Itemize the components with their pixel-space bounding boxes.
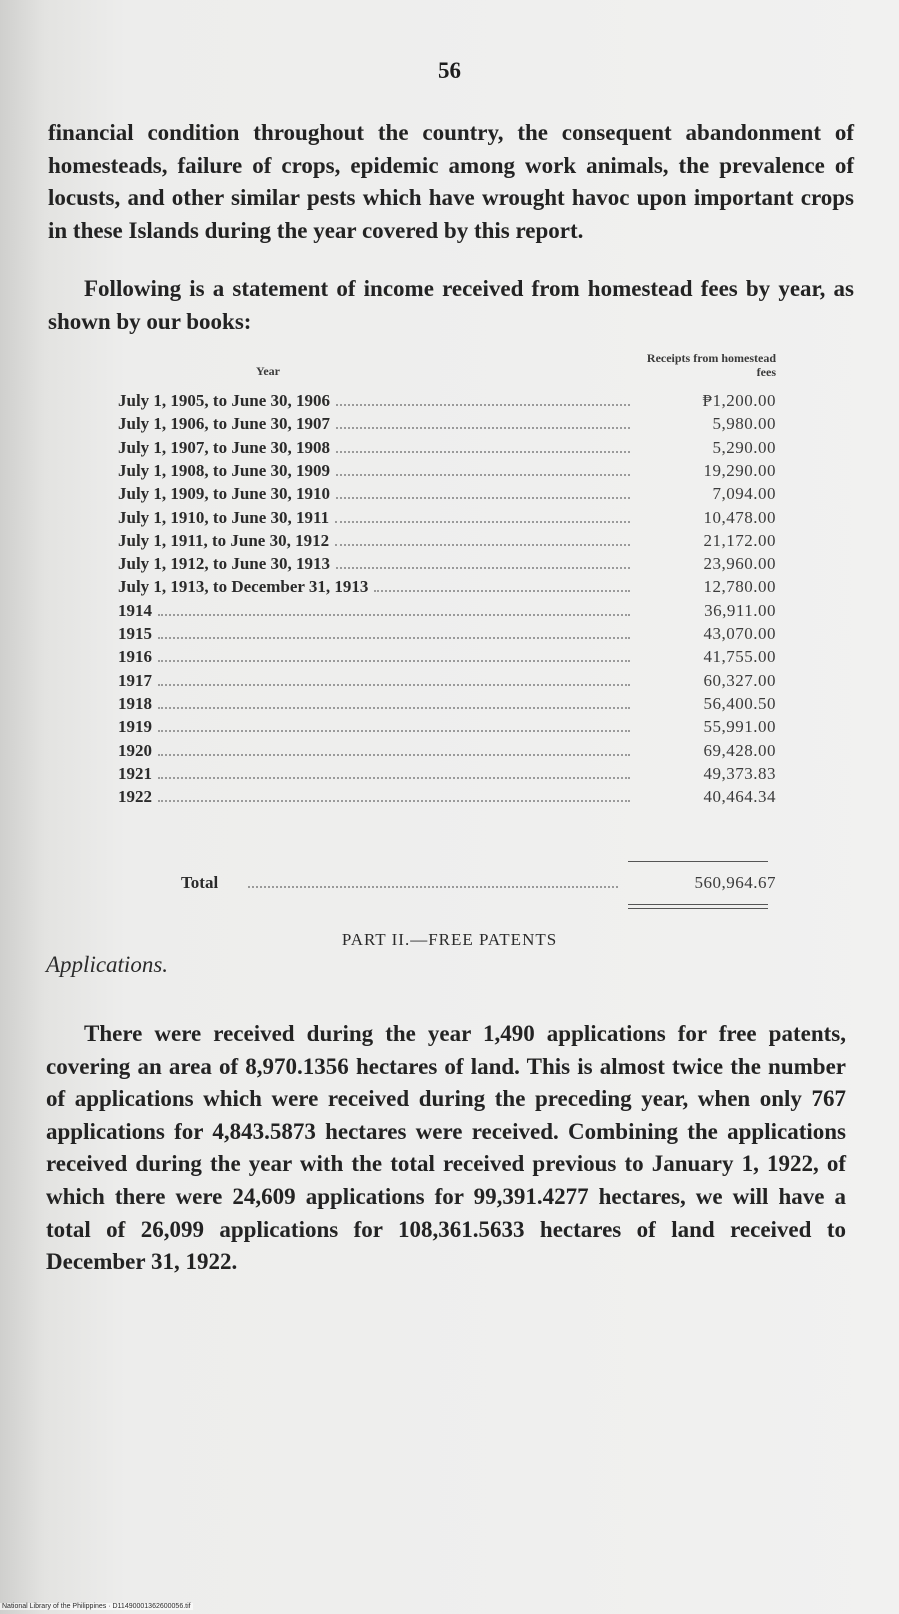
row-label: 1917 bbox=[118, 670, 152, 690]
leader-dots bbox=[374, 590, 630, 592]
row-label: July 1, 1907, to June 30, 1908 bbox=[118, 437, 331, 457]
table-row bbox=[0, 764, 899, 788]
total-amount: 560,964.67 bbox=[694, 873, 776, 892]
row-amount: 41,755.00 bbox=[703, 647, 776, 667]
leader-dots bbox=[158, 684, 630, 686]
table-row bbox=[0, 601, 899, 625]
table-row bbox=[0, 554, 899, 578]
leader-dots bbox=[158, 800, 630, 802]
row-label: 1915 bbox=[118, 624, 152, 643]
row-amount: 43,070.00 bbox=[703, 624, 776, 643]
table-row bbox=[0, 717, 899, 741]
row-label: July 1, 1906, to June 30, 1907 bbox=[118, 414, 331, 434]
leader-dots bbox=[336, 567, 630, 569]
table-row bbox=[0, 647, 899, 671]
leader-dots bbox=[158, 660, 630, 662]
leader-dots bbox=[336, 497, 630, 499]
total-rule-top bbox=[628, 861, 768, 862]
table-row bbox=[0, 694, 899, 718]
row-amount: 23,960.00 bbox=[703, 554, 776, 574]
table-row bbox=[0, 624, 899, 648]
column-header-year: Year bbox=[256, 364, 280, 378]
table-row bbox=[0, 438, 899, 462]
table-row bbox=[0, 671, 899, 695]
total-label: Total bbox=[181, 873, 219, 892]
table-row bbox=[0, 508, 899, 532]
row-amount: 12,780.00 bbox=[703, 577, 776, 597]
row-amount: 21,172.00 bbox=[703, 530, 776, 550]
row-amount: 40,464.34 bbox=[703, 787, 776, 807]
row-amount: 60,327.00 bbox=[703, 670, 776, 690]
table-row bbox=[0, 787, 899, 811]
total-rule-double-2 bbox=[628, 908, 768, 909]
section-heading: Applications. bbox=[46, 952, 169, 977]
table-row bbox=[0, 484, 899, 508]
leader-dots bbox=[335, 521, 630, 523]
row-label: 1916 bbox=[118, 647, 152, 667]
row-amount: 56,400.50 bbox=[703, 693, 776, 713]
row-label: July 1, 1908, to June 30, 1909 bbox=[118, 460, 331, 480]
part-heading: PART II.—FREE PATENTS bbox=[341, 930, 558, 949]
row-label: July 1, 1912, to June 30, 1913 bbox=[118, 554, 331, 574]
total-row bbox=[0, 873, 899, 897]
table-row bbox=[0, 461, 899, 485]
row-label: 1914 bbox=[118, 600, 152, 620]
paragraph-financial-condition: financial condition throughout the country, the consequent abandonment of homesteads, failure of crops, epidemic among work animals, the prevalence of locusts, and other similar pests which have wrought havoc upon important crops in these Islands during the year covered by this report. bbox=[48, 120, 854, 243]
page-number: 56 bbox=[438, 58, 461, 83]
row-amount: 5,980.00 bbox=[712, 414, 776, 434]
row-label: July 1, 1905, to June 30, 1906 bbox=[118, 391, 331, 410]
leader-dots bbox=[336, 474, 630, 476]
row-label: July 1, 1913, to December 31, 1913 bbox=[118, 577, 369, 597]
leader-dots bbox=[158, 707, 630, 709]
row-amount: 7,094.00 bbox=[712, 484, 776, 504]
row-label: July 1, 1910, to June 30, 1911 bbox=[118, 507, 330, 527]
leader-dots bbox=[158, 637, 630, 639]
row-amount: 10,478.00 bbox=[703, 507, 776, 527]
leader-dots bbox=[158, 777, 630, 779]
row-label: July 1, 1909, to June 30, 1910 bbox=[118, 484, 331, 504]
table-row bbox=[0, 414, 899, 438]
leader-dots bbox=[336, 427, 630, 429]
paragraph-statement-intro: Following is a statement of income received from homestead fees by year, as shown by our books: bbox=[48, 276, 854, 334]
leader-dots bbox=[335, 544, 630, 546]
table-row bbox=[0, 531, 899, 555]
table-row bbox=[0, 577, 899, 601]
archive-footer-tag: National Library of the Philippines · D11490001362600056.tif bbox=[2, 1603, 191, 1610]
paragraph-applications: There were received during the year 1,490 applications for free patents, covering an area of 8,970.1356 hectares of land. This is almost twice the number of applications which were received during the preceding year, when only 767 applications for 4,843.5873 hectares were received. Combining the applications received during the year with the total received previous to January 1, 1922, of which there were 24,609 applications for 99,391.4277 hectares, we will have a total of 26,099 applications for 108,361.5633 hectares of land received to December 31, 1922. bbox=[46, 1021, 846, 1275]
row-label: 1921 bbox=[118, 763, 152, 783]
row-label: July 1, 1911, to June 30, 1912 bbox=[118, 530, 330, 550]
row-amount: 19,290.00 bbox=[703, 460, 776, 480]
leader-dots bbox=[158, 730, 630, 732]
row-amount: ₱1,200.00 bbox=[702, 391, 776, 410]
table-row bbox=[0, 391, 899, 415]
leader-dots bbox=[158, 754, 630, 756]
row-amount: 55,991.00 bbox=[703, 717, 776, 737]
row-amount: 69,428.00 bbox=[703, 740, 776, 760]
total-rule-double-1 bbox=[628, 904, 768, 905]
leader-dots bbox=[158, 614, 630, 616]
leader-dots bbox=[248, 886, 618, 888]
row-label: 1918 bbox=[118, 693, 152, 713]
leader-dots bbox=[336, 404, 630, 406]
row-label: 1919 bbox=[118, 717, 152, 737]
row-amount: 5,290.00 bbox=[712, 437, 776, 457]
table-row bbox=[0, 741, 899, 765]
row-label: 1920 bbox=[118, 740, 152, 760]
row-label: 1922 bbox=[118, 787, 152, 807]
leader-dots bbox=[336, 451, 630, 453]
row-amount: 36,911.00 bbox=[704, 600, 776, 620]
row-amount: 49,373.83 bbox=[703, 763, 776, 783]
column-header-receipts: Receipts from homestead fees bbox=[646, 351, 776, 379]
